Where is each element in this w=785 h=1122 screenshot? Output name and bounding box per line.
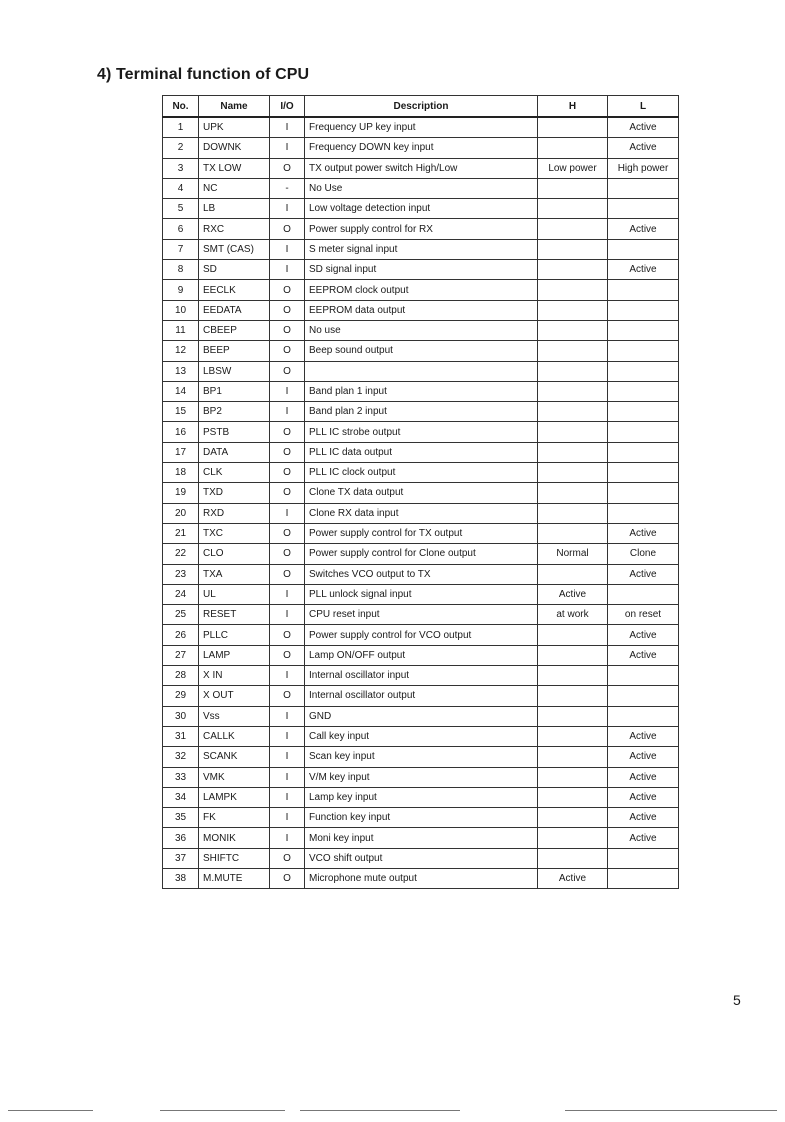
cell-description: Power supply control for VCO output bbox=[305, 625, 538, 645]
cell-h bbox=[538, 341, 608, 361]
footer-rule bbox=[160, 1110, 285, 1111]
cell-name: X OUT bbox=[199, 686, 270, 706]
cell-l: Active bbox=[608, 808, 679, 828]
cell-description: Call key input bbox=[305, 726, 538, 746]
cell-name: TXA bbox=[199, 564, 270, 584]
cell-no: 4 bbox=[163, 178, 199, 198]
cell-h: at work bbox=[538, 605, 608, 625]
cell-name: BP2 bbox=[199, 402, 270, 422]
column-header-no: No. bbox=[163, 96, 199, 118]
cell-name: NC bbox=[199, 178, 270, 198]
table-row bbox=[163, 625, 679, 645]
cell-no: 26 bbox=[163, 625, 199, 645]
cell-no: 34 bbox=[163, 787, 199, 807]
table-row bbox=[163, 463, 679, 483]
cell-l bbox=[608, 584, 679, 604]
cell-io: I bbox=[270, 828, 305, 848]
terminal-function-table bbox=[162, 95, 679, 889]
cell-h bbox=[538, 300, 608, 320]
cell-io: I bbox=[270, 402, 305, 422]
cell-description: Scan key input bbox=[305, 747, 538, 767]
cell-io: I bbox=[270, 239, 305, 259]
cell-h bbox=[538, 828, 608, 848]
table-body bbox=[163, 117, 679, 889]
cell-h bbox=[538, 178, 608, 198]
cell-h bbox=[538, 260, 608, 280]
cell-l: Clone bbox=[608, 544, 679, 564]
cell-l: Active bbox=[608, 219, 679, 239]
cell-description: SD signal input bbox=[305, 260, 538, 280]
cell-name: BP1 bbox=[199, 381, 270, 401]
cell-l bbox=[608, 422, 679, 442]
table-row bbox=[163, 706, 679, 726]
cell-description: Lamp key input bbox=[305, 787, 538, 807]
cell-io: O bbox=[270, 463, 305, 483]
cell-description: Internal oscillator input bbox=[305, 666, 538, 686]
cell-description: PLL unlock signal input bbox=[305, 584, 538, 604]
cell-l bbox=[608, 686, 679, 706]
cell-description: PLL IC strobe output bbox=[305, 422, 538, 442]
cell-description: VCO shift output bbox=[305, 848, 538, 868]
cell-h bbox=[538, 219, 608, 239]
cell-io: O bbox=[270, 158, 305, 178]
cell-io: I bbox=[270, 138, 305, 158]
cell-description: GND bbox=[305, 706, 538, 726]
cell-h bbox=[538, 320, 608, 340]
cell-h bbox=[538, 239, 608, 259]
table-row bbox=[163, 199, 679, 219]
cell-io: O bbox=[270, 361, 305, 381]
cell-description: No use bbox=[305, 320, 538, 340]
cell-no: 21 bbox=[163, 523, 199, 543]
footer-rule bbox=[565, 1110, 777, 1111]
cell-description: EEPROM data output bbox=[305, 300, 538, 320]
footer-rule bbox=[8, 1110, 93, 1111]
cell-no: 7 bbox=[163, 239, 199, 259]
cell-l: Active bbox=[608, 767, 679, 787]
cell-h: Active bbox=[538, 584, 608, 604]
cell-h bbox=[538, 564, 608, 584]
cell-name: CLO bbox=[199, 544, 270, 564]
cell-l bbox=[608, 199, 679, 219]
table-row bbox=[163, 605, 679, 625]
cell-no: 25 bbox=[163, 605, 199, 625]
cell-h: Normal bbox=[538, 544, 608, 564]
cell-no: 15 bbox=[163, 402, 199, 422]
cell-h: Active bbox=[538, 868, 608, 888]
cell-l bbox=[608, 381, 679, 401]
cell-l bbox=[608, 178, 679, 198]
cell-description: EEPROM clock output bbox=[305, 280, 538, 300]
cell-no: 11 bbox=[163, 320, 199, 340]
cell-io: I bbox=[270, 787, 305, 807]
cell-io: I bbox=[270, 808, 305, 828]
section-title: 4) Terminal function of CPU bbox=[97, 66, 310, 83]
table-row bbox=[163, 584, 679, 604]
cell-io: O bbox=[270, 280, 305, 300]
cell-no: 30 bbox=[163, 706, 199, 726]
cell-l: Active bbox=[608, 787, 679, 807]
table-row bbox=[163, 300, 679, 320]
cell-l bbox=[608, 848, 679, 868]
cell-io: I bbox=[270, 584, 305, 604]
cell-name: DATA bbox=[199, 442, 270, 462]
cell-io: O bbox=[270, 564, 305, 584]
cell-io: O bbox=[270, 442, 305, 462]
cell-h bbox=[538, 747, 608, 767]
cell-name: TXC bbox=[199, 523, 270, 543]
cell-no: 16 bbox=[163, 422, 199, 442]
cell-no: 2 bbox=[163, 138, 199, 158]
table-row bbox=[163, 219, 679, 239]
cell-h bbox=[538, 686, 608, 706]
cell-description: Band plan 2 input bbox=[305, 402, 538, 422]
cell-no: 13 bbox=[163, 361, 199, 381]
cell-io: O bbox=[270, 625, 305, 645]
table-row bbox=[163, 726, 679, 746]
cell-no: 37 bbox=[163, 848, 199, 868]
cell-description: Low voltage detection input bbox=[305, 199, 538, 219]
cell-no: 19 bbox=[163, 483, 199, 503]
cell-io: O bbox=[270, 300, 305, 320]
cell-description: S meter signal input bbox=[305, 239, 538, 259]
cell-io: I bbox=[270, 381, 305, 401]
cell-name: TXD bbox=[199, 483, 270, 503]
table-row bbox=[163, 645, 679, 665]
table-row bbox=[163, 544, 679, 564]
cell-l: Active bbox=[608, 117, 679, 138]
cell-no: 32 bbox=[163, 747, 199, 767]
table-row bbox=[163, 686, 679, 706]
cell-description bbox=[305, 361, 538, 381]
cell-h bbox=[538, 848, 608, 868]
cell-name: RESET bbox=[199, 605, 270, 625]
cell-no: 10 bbox=[163, 300, 199, 320]
cell-description: Switches VCO output to TX bbox=[305, 564, 538, 584]
cell-name: MONIK bbox=[199, 828, 270, 848]
cell-name: EEDATA bbox=[199, 300, 270, 320]
cell-description: CPU reset input bbox=[305, 605, 538, 625]
cell-name: FK bbox=[199, 808, 270, 828]
cell-no: 24 bbox=[163, 584, 199, 604]
cell-l bbox=[608, 402, 679, 422]
table-row bbox=[163, 138, 679, 158]
table-row bbox=[163, 117, 679, 138]
table-row bbox=[163, 808, 679, 828]
cell-io: I bbox=[270, 199, 305, 219]
cell-l: Active bbox=[608, 138, 679, 158]
cell-name: EECLK bbox=[199, 280, 270, 300]
cell-name: SD bbox=[199, 260, 270, 280]
cell-l bbox=[608, 706, 679, 726]
cell-name: M.MUTE bbox=[199, 868, 270, 888]
table-row bbox=[163, 503, 679, 523]
cell-l: Active bbox=[608, 747, 679, 767]
cell-io: I bbox=[270, 666, 305, 686]
cell-h bbox=[538, 138, 608, 158]
cell-io: O bbox=[270, 645, 305, 665]
cell-l: Active bbox=[608, 564, 679, 584]
cell-no: 20 bbox=[163, 503, 199, 523]
cell-name: Vss bbox=[199, 706, 270, 726]
table-row bbox=[163, 402, 679, 422]
cell-io: O bbox=[270, 868, 305, 888]
cell-io: I bbox=[270, 706, 305, 726]
cell-name: UL bbox=[199, 584, 270, 604]
table-row bbox=[163, 341, 679, 361]
cell-l: High power bbox=[608, 158, 679, 178]
cell-no: 28 bbox=[163, 666, 199, 686]
table-row bbox=[163, 868, 679, 888]
cell-io: I bbox=[270, 747, 305, 767]
cell-description: Band plan 1 input bbox=[305, 381, 538, 401]
footer-rule bbox=[300, 1110, 460, 1111]
cell-h bbox=[538, 402, 608, 422]
cell-h bbox=[538, 422, 608, 442]
cell-description: Clone RX data input bbox=[305, 503, 538, 523]
cell-io: O bbox=[270, 483, 305, 503]
cell-name: TX LOW bbox=[199, 158, 270, 178]
table-row bbox=[163, 747, 679, 767]
cell-h bbox=[538, 442, 608, 462]
cell-no: 31 bbox=[163, 726, 199, 746]
cell-l: Active bbox=[608, 625, 679, 645]
cell-no: 33 bbox=[163, 767, 199, 787]
column-header-io: I/O bbox=[270, 96, 305, 118]
cell-l bbox=[608, 483, 679, 503]
cell-description: Power supply control for Clone output bbox=[305, 544, 538, 564]
cell-io: I bbox=[270, 260, 305, 280]
cell-io: O bbox=[270, 686, 305, 706]
cell-description: PLL IC data output bbox=[305, 442, 538, 462]
cell-description: TX output power switch High/Low bbox=[305, 158, 538, 178]
cell-name: RXD bbox=[199, 503, 270, 523]
table-row bbox=[163, 767, 679, 787]
cell-no: 23 bbox=[163, 564, 199, 584]
cell-h: Low power bbox=[538, 158, 608, 178]
cell-l bbox=[608, 320, 679, 340]
cell-l bbox=[608, 341, 679, 361]
cell-name: RXC bbox=[199, 219, 270, 239]
cell-l bbox=[608, 503, 679, 523]
page-number: 5 bbox=[733, 992, 741, 1008]
column-header-l: L bbox=[608, 96, 679, 118]
cell-description: Power supply control for RX bbox=[305, 219, 538, 239]
cell-h bbox=[538, 787, 608, 807]
cell-name: LB bbox=[199, 199, 270, 219]
table-row bbox=[163, 483, 679, 503]
cell-h bbox=[538, 280, 608, 300]
cell-io: O bbox=[270, 422, 305, 442]
cell-no: 36 bbox=[163, 828, 199, 848]
cell-l: Active bbox=[608, 523, 679, 543]
table-row bbox=[163, 158, 679, 178]
table-row bbox=[163, 178, 679, 198]
cell-h bbox=[538, 381, 608, 401]
column-header-h: H bbox=[538, 96, 608, 118]
cell-no: 38 bbox=[163, 868, 199, 888]
cell-io: I bbox=[270, 605, 305, 625]
column-header-name: Name bbox=[199, 96, 270, 118]
table-row bbox=[163, 361, 679, 381]
cell-l bbox=[608, 868, 679, 888]
cell-name: LAMP bbox=[199, 645, 270, 665]
table-row bbox=[163, 320, 679, 340]
table-row bbox=[163, 422, 679, 442]
cell-no: 18 bbox=[163, 463, 199, 483]
cell-io: O bbox=[270, 341, 305, 361]
cell-l bbox=[608, 666, 679, 686]
cell-no: 35 bbox=[163, 808, 199, 828]
cell-io: I bbox=[270, 117, 305, 138]
table-header bbox=[163, 96, 679, 118]
cell-no: 8 bbox=[163, 260, 199, 280]
cell-io: O bbox=[270, 523, 305, 543]
cell-name: SMT (CAS) bbox=[199, 239, 270, 259]
cell-io: - bbox=[270, 178, 305, 198]
cell-name: PSTB bbox=[199, 422, 270, 442]
cell-l: Active bbox=[608, 828, 679, 848]
cell-l bbox=[608, 300, 679, 320]
cell-no: 27 bbox=[163, 645, 199, 665]
cell-description: Lamp ON/OFF output bbox=[305, 645, 538, 665]
cell-h bbox=[538, 706, 608, 726]
cell-description: Moni key input bbox=[305, 828, 538, 848]
table-row bbox=[163, 239, 679, 259]
cell-name: BEEP bbox=[199, 341, 270, 361]
cell-no: 5 bbox=[163, 199, 199, 219]
cell-l bbox=[608, 280, 679, 300]
cell-description: Clone TX data output bbox=[305, 483, 538, 503]
table-row bbox=[163, 564, 679, 584]
table-row bbox=[163, 442, 679, 462]
cell-h bbox=[538, 483, 608, 503]
cell-h bbox=[538, 199, 608, 219]
cell-no: 3 bbox=[163, 158, 199, 178]
cell-description: Function key input bbox=[305, 808, 538, 828]
cell-l bbox=[608, 463, 679, 483]
cell-no: 9 bbox=[163, 280, 199, 300]
cell-l: Active bbox=[608, 726, 679, 746]
table-row bbox=[163, 666, 679, 686]
cell-description: Beep sound output bbox=[305, 341, 538, 361]
cell-l: Active bbox=[608, 260, 679, 280]
cell-name: X IN bbox=[199, 666, 270, 686]
cell-io: O bbox=[270, 544, 305, 564]
cell-name: CBEEP bbox=[199, 320, 270, 340]
cell-description: Microphone mute output bbox=[305, 868, 538, 888]
cell-l: on reset bbox=[608, 605, 679, 625]
cell-name: CLK bbox=[199, 463, 270, 483]
column-header-description: Description bbox=[305, 96, 538, 118]
cell-description: Internal oscillator output bbox=[305, 686, 538, 706]
table-row bbox=[163, 280, 679, 300]
cell-h bbox=[538, 117, 608, 138]
cell-h bbox=[538, 666, 608, 686]
cell-no: 12 bbox=[163, 341, 199, 361]
cell-io: O bbox=[270, 848, 305, 868]
cell-name: DOWNK bbox=[199, 138, 270, 158]
cell-description: Frequency UP key input bbox=[305, 117, 538, 138]
cell-name: LAMPK bbox=[199, 787, 270, 807]
cell-h bbox=[538, 503, 608, 523]
cell-description: Power supply control for TX output bbox=[305, 523, 538, 543]
cell-no: 6 bbox=[163, 219, 199, 239]
cell-h bbox=[538, 361, 608, 381]
cell-l bbox=[608, 361, 679, 381]
table-row bbox=[163, 381, 679, 401]
cell-no: 17 bbox=[163, 442, 199, 462]
cell-no: 22 bbox=[163, 544, 199, 564]
cell-l bbox=[608, 442, 679, 462]
cell-name: SCANK bbox=[199, 747, 270, 767]
cell-no: 1 bbox=[163, 117, 199, 138]
table-row bbox=[163, 260, 679, 280]
table-row bbox=[163, 787, 679, 807]
cell-description: No Use bbox=[305, 178, 538, 198]
cell-description: V/M key input bbox=[305, 767, 538, 787]
cell-io: O bbox=[270, 320, 305, 340]
cell-no: 29 bbox=[163, 686, 199, 706]
cell-h bbox=[538, 523, 608, 543]
table-row bbox=[163, 523, 679, 543]
cell-h bbox=[538, 463, 608, 483]
table-row bbox=[163, 828, 679, 848]
cell-h bbox=[538, 726, 608, 746]
cell-description: Frequency DOWN key input bbox=[305, 138, 538, 158]
cell-io: I bbox=[270, 503, 305, 523]
cell-h bbox=[538, 645, 608, 665]
cell-name: CALLK bbox=[199, 726, 270, 746]
cell-name: LBSW bbox=[199, 361, 270, 381]
table-row bbox=[163, 848, 679, 868]
cell-io: O bbox=[270, 219, 305, 239]
cell-name: SHIFTC bbox=[199, 848, 270, 868]
cell-no: 14 bbox=[163, 381, 199, 401]
cell-l bbox=[608, 239, 679, 259]
cell-name: UPK bbox=[199, 117, 270, 138]
cell-name: VMK bbox=[199, 767, 270, 787]
cell-h bbox=[538, 808, 608, 828]
cell-description: PLL IC clock output bbox=[305, 463, 538, 483]
cell-name: PLLC bbox=[199, 625, 270, 645]
cell-l: Active bbox=[608, 645, 679, 665]
cell-h bbox=[538, 767, 608, 787]
cell-io: I bbox=[270, 726, 305, 746]
cell-h bbox=[538, 625, 608, 645]
cell-io: I bbox=[270, 767, 305, 787]
